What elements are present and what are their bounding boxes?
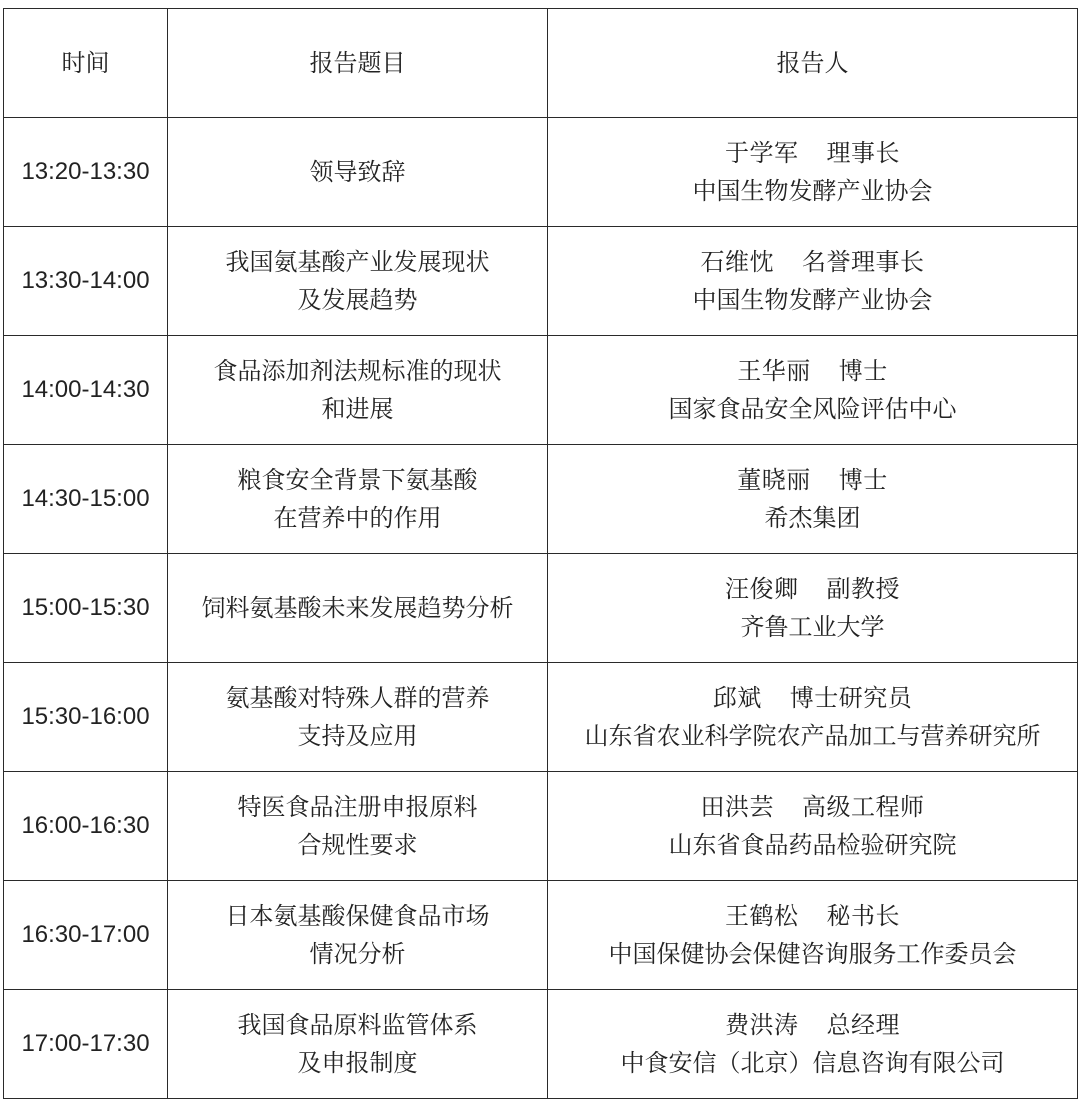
speaker-name-line: [548, 352, 1077, 390]
header-time: 时间: [4, 9, 168, 118]
speaker-cell: [548, 990, 1078, 1099]
topic-line: 及申报制度: [297, 1049, 418, 1077]
topic-line: 我国氨基酸产业发展现状: [225, 248, 490, 276]
speaker-title: 总经理: [826, 1011, 900, 1039]
speaker-name: 董晓丽: [737, 466, 811, 494]
topic-line: 支持及应用: [297, 722, 418, 750]
speaker-cell: [548, 554, 1078, 663]
topic-cell: [168, 336, 548, 445]
speaker-org: 中国保健协会保健咨询服务工作委员会: [608, 940, 1017, 968]
speaker-org: 山东省农业科学院农产品加工与营养研究所: [584, 722, 1041, 750]
speaker-cell: [548, 118, 1078, 227]
speaker-title: 博士: [838, 466, 888, 494]
speaker-name: 于学军: [725, 139, 799, 167]
speaker-name: 费洪涛: [725, 1011, 799, 1039]
speaker-title: 高级工程师: [802, 793, 925, 821]
speaker-title: 理事长: [826, 139, 900, 167]
topic-cell: [168, 990, 548, 1099]
speaker-cell: [548, 445, 1078, 554]
table-row: [4, 772, 1078, 881]
speaker-name: 王鹤松: [725, 902, 799, 930]
speaker-org: 中国生物发酵产业协会: [692, 286, 933, 314]
speaker-name: 汪俊卿: [725, 575, 799, 603]
speaker-cell: [548, 227, 1078, 336]
topic-cell: [168, 118, 548, 227]
speaker-name-line: [548, 461, 1077, 499]
speaker-name-line: [548, 570, 1077, 608]
topic-cell: [168, 663, 548, 772]
time-cell: 16:30-17:00: [4, 881, 168, 990]
topic-line: 在营养中的作用: [273, 504, 442, 532]
speaker-name-line: [548, 134, 1077, 172]
speaker-cell: [548, 663, 1078, 772]
speaker-name-line: [548, 243, 1077, 281]
table-header: [4, 9, 1078, 118]
speaker-name-line: [548, 1006, 1077, 1044]
table-row: [4, 554, 1078, 663]
topic-cell: [168, 445, 548, 554]
topic-cell: [168, 772, 548, 881]
topic-line: 及发展趋势: [297, 286, 418, 314]
speaker-name-line: [548, 788, 1077, 826]
speaker-org: 中国生物发酵产业协会: [692, 177, 933, 205]
time-cell: 13:30-14:00: [4, 227, 168, 336]
topic-line: 氨基酸对特殊人群的营养: [225, 684, 490, 712]
speaker-name: 王华丽: [737, 357, 811, 385]
time-cell: 17:00-17:30: [4, 990, 168, 1099]
topic-cell: [168, 554, 548, 663]
time-cell: 14:00-14:30: [4, 336, 168, 445]
speaker-title: 博士研究员: [789, 684, 913, 712]
speaker-name: 石维忱: [700, 248, 774, 276]
speaker-title: 秘书长: [826, 902, 900, 930]
speaker-name: 邱斌: [712, 684, 762, 712]
table-row: [4, 663, 1078, 772]
speaker-title: 博士: [838, 357, 888, 385]
speaker-org: 国家食品安全风险评估中心: [668, 395, 957, 423]
speaker-org: 齐鲁工业大学: [740, 613, 885, 641]
time-cell: 15:30-16:00: [4, 663, 168, 772]
header-topic: 报告题目: [168, 9, 548, 118]
topic-line: 合规性要求: [297, 831, 418, 859]
time-cell: 16:00-16:30: [4, 772, 168, 881]
table-row: [4, 118, 1078, 227]
time-cell: 14:30-15:00: [4, 445, 168, 554]
time-cell: 13:20-13:30: [4, 118, 168, 227]
topic-cell: [168, 881, 548, 990]
topic-line: 特医食品注册申报原料: [237, 793, 478, 821]
speaker-title: 名誉理事长: [802, 248, 925, 276]
speaker-org: 希杰集团: [764, 504, 861, 532]
speaker-cell: [548, 336, 1078, 445]
topic-line: 和进展: [321, 395, 394, 423]
topic-line: 情况分析: [309, 940, 406, 968]
speaker-cell: [548, 881, 1078, 990]
time-cell: 15:00-15:30: [4, 554, 168, 663]
topic-line: 日本氨基酸保健食品市场: [225, 902, 490, 930]
schedule-table: [3, 8, 1078, 1099]
table-row: [4, 881, 1078, 990]
header-speaker: 报告人: [548, 9, 1078, 118]
speaker-title: 副教授: [826, 575, 900, 603]
speaker-name-line: [548, 679, 1077, 717]
topic-line: 我国食品原料监管体系: [237, 1011, 478, 1039]
topic-line: 领导致辞: [309, 158, 406, 186]
topic-cell: [168, 227, 548, 336]
table-row: [4, 336, 1078, 445]
topic-line: 饲料氨基酸未来发展趋势分析: [201, 594, 514, 622]
table-row: [4, 990, 1078, 1099]
table-body: [4, 118, 1078, 1099]
header-row: [4, 9, 1078, 118]
speaker-name: 田洪芸: [700, 793, 774, 821]
speaker-name-line: [548, 897, 1077, 935]
speaker-org: 山东省食品药品检验研究院: [668, 831, 957, 859]
speaker-org: 中食安信（北京）信息咨询有限公司: [620, 1049, 1005, 1077]
speaker-cell: [548, 772, 1078, 881]
topic-line: 粮食安全背景下氨基酸: [237, 466, 478, 494]
table-row: [4, 227, 1078, 336]
table-row: [4, 445, 1078, 554]
topic-line: 食品添加剂法规标准的现状: [213, 357, 502, 385]
